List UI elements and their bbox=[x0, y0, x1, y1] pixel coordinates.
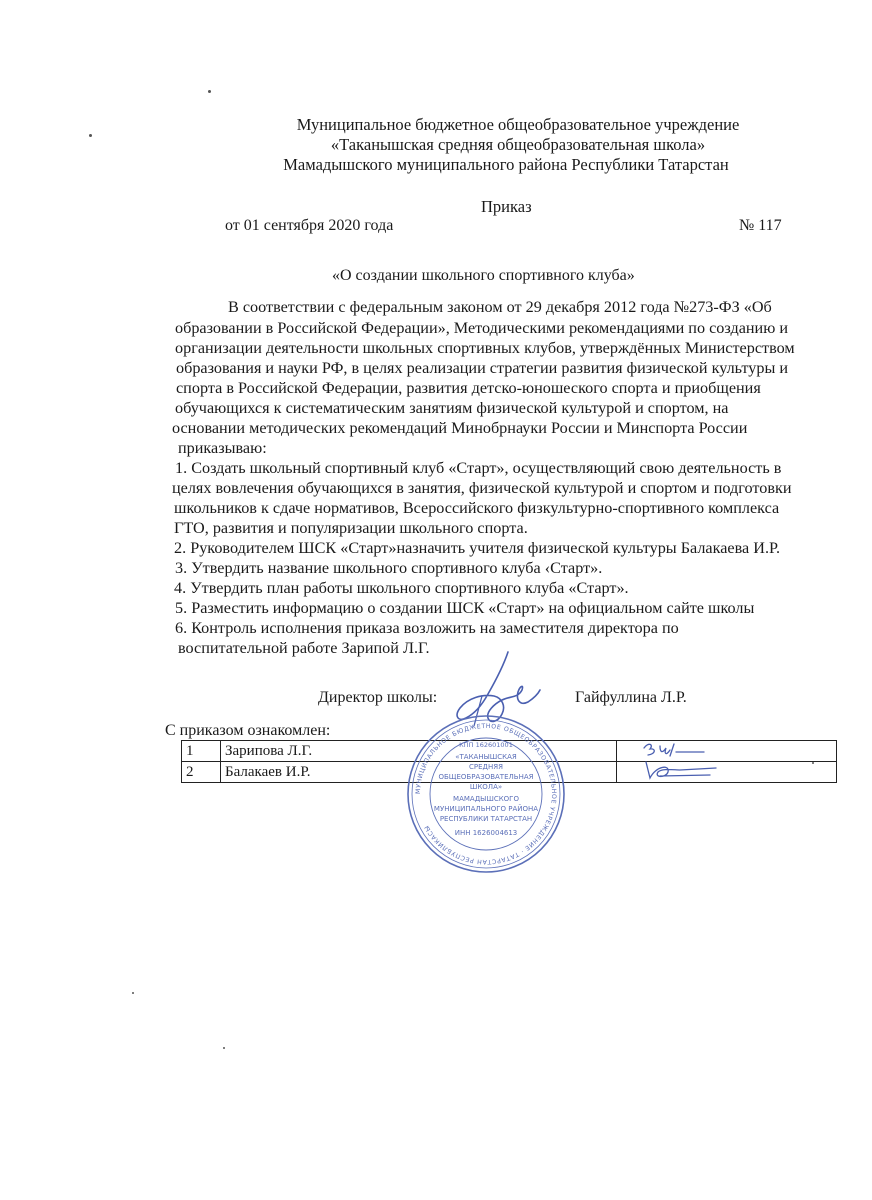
body-line: 1. Создать школьный спортивный клуб «Старт», осуществляющий свою деятельность в bbox=[175, 459, 782, 477]
zaripova-signature bbox=[640, 740, 710, 760]
row-number: 1 bbox=[182, 741, 221, 762]
order-date: от 01 сентября 2020 года bbox=[225, 217, 394, 234]
order-title: Приказ bbox=[481, 197, 532, 216]
stamp-text: МУНИЦИПАЛЬНОГО РАЙОНА bbox=[433, 805, 539, 813]
stamp-text: «ТАКАНЫШСКАЯ bbox=[455, 753, 517, 761]
scan-speck bbox=[132, 992, 134, 994]
body-line: воспитательной работе Зарипой Л.Г. bbox=[178, 639, 430, 657]
stamp-text: РЕСПУБЛИКИ ТАТАРСТАН bbox=[439, 815, 533, 823]
scan-speck bbox=[223, 1047, 225, 1049]
body-line: 4. Утвердить план работы школьного спортивного клуба «Старт». bbox=[174, 579, 629, 597]
acknowledgement-label: С приказом ознакомлен: bbox=[165, 722, 331, 739]
stamp-text: СРЕДНЯЯ bbox=[469, 763, 503, 771]
body-line: образовании в Российской Федерации», Методическими рекомендациями по созданию и bbox=[175, 319, 789, 337]
body-line: 3. Утвердить название школьного спортивного клуба ‹Старт». bbox=[175, 559, 603, 577]
body-line: спорта в Российской Федерации, развития детско-юношеского спорта и приобщения bbox=[176, 379, 761, 397]
body-line: целях вовлечения обучающихся в занятия, физической культурой и спортом и подготовки bbox=[172, 479, 792, 497]
body-line: школьников к сдаче нормативов, Всероссийского физкультурно-спортивного комплекса bbox=[174, 499, 780, 517]
body-line: 5. Разместить информацию о создании ШСК «Старт» на официальном сайте школы bbox=[175, 599, 755, 617]
balakaev-signature bbox=[640, 758, 720, 784]
director-role: Директор школы: bbox=[318, 689, 438, 706]
scan-speck bbox=[89, 134, 92, 137]
stamp-text: ШКОЛА» bbox=[469, 783, 503, 791]
org-name-line-3: Мамадышского муниципального района Республики Татарстан bbox=[283, 155, 729, 174]
body-line: образования и науки РФ, в целях реализации стратегии развития физической культуры и bbox=[176, 359, 789, 377]
body-line: обучающихся к систематическим занятиям физической культурой и спортом, на bbox=[175, 399, 729, 417]
body-line: 6. Контроль исполнения приказа возложить на заместителя директора по bbox=[175, 619, 679, 637]
stamp-text: ОБЩЕОБРАЗОВАТЕЛЬНАЯ bbox=[438, 773, 534, 781]
scan-speck bbox=[208, 90, 211, 93]
scan-speck bbox=[812, 762, 814, 764]
org-name-line-2: «Таканышская средняя общеобразовательная школа» bbox=[330, 135, 706, 154]
stamp-kpp: КПП 162601001 bbox=[459, 741, 513, 749]
body-line: В соответствии с федеральным законом от 29 декабря 2012 года №273-ФЗ «Об bbox=[228, 298, 772, 316]
row-name: Зарипова Л.Г. bbox=[221, 741, 617, 762]
row-number: 2 bbox=[182, 762, 221, 783]
stamp-text: МАМАДЫШСКОГО bbox=[453, 795, 519, 803]
order-subject: «О создании школьного спортивного клуба» bbox=[332, 267, 635, 284]
official-stamp bbox=[405, 713, 567, 875]
stamp-inn: ИНН 1626004613 bbox=[454, 829, 518, 837]
body-line: организации деятельности школьных спортивных клубов, утверждённых Министерством bbox=[175, 339, 795, 357]
row-name: Балакаев И.Р. bbox=[221, 762, 617, 783]
body-line: приказываю: bbox=[178, 439, 267, 457]
body-line: 2. Руководителем ШСК «Старт»назначить учителя физической культуры Балакаева И.Р. bbox=[174, 539, 781, 557]
svg-text:МУНИЦИПАЛЬНОЕ БЮДЖЕТНОЕ ОБЩЕОБ: МУНИЦИПАЛЬНОЕ БЮДЖЕТНОЕ ОБЩЕОБРАЗОВАТЕЛЬНОЕ УЧРЕЖДЕНИЕ · ТАТАРСТАН РЕСПУБЛИКАСЫ bbox=[414, 722, 558, 866]
body-line: ГТО, развития и популяризации школьного спорта. bbox=[174, 519, 528, 537]
order-number: № 117 bbox=[739, 217, 782, 234]
body-line: основании методических рекомендаций Минобрнауки России и Минспорта России bbox=[172, 419, 748, 437]
director-name: Гайфуллина Л.Р. bbox=[575, 689, 687, 706]
org-name-line-1: Муниципальное бюджетное общеобразовательное учреждение bbox=[296, 115, 740, 134]
